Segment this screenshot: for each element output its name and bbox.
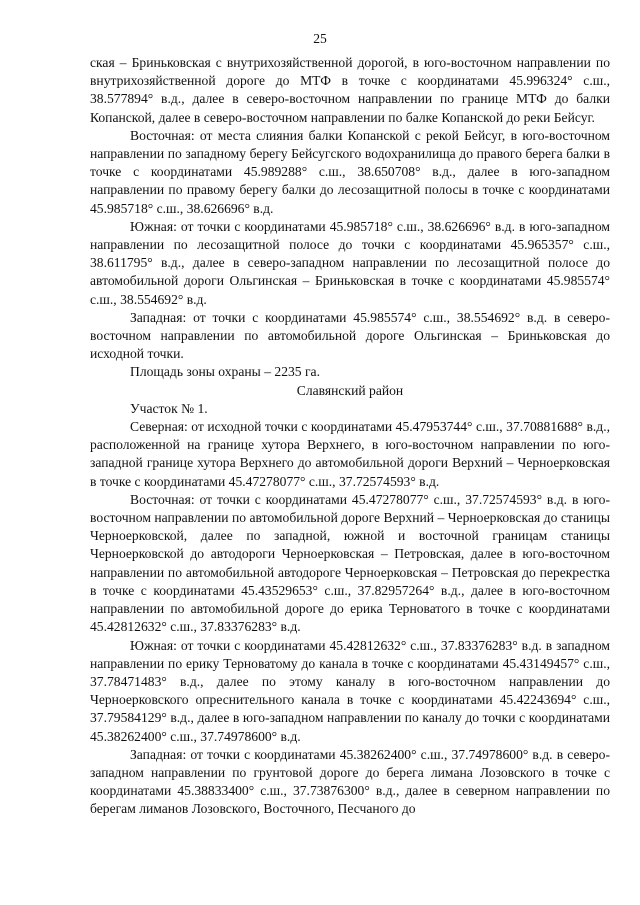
page-number: 25 [313, 31, 327, 46]
paragraph-section-eastern: Восточная: от точки с координатами 45.47278077° с.ш., 37.72574593° в.д. в юго-восточном направлении по автомобильной дороге Верхний – Черноерковская до станицы Черноерковской, далее по западной, южной и восточной границам станицы Черноерковской до автодороги Черноерковская – Петровская, далее в юго-восточном направлении по автомобильной автодороге Черноерковская – Петровская до перекрестка в точке с координатами 45.43529653° с.ш., 37.82957264° в.д., далее в юго-восточном направлении по автомобильной дороге до ерика Терноватого в точке с координатами 45.42812632° с.ш., 37.83376283° в.д. [90, 491, 610, 635]
section-title: Участок № 1. [130, 400, 208, 416]
district-heading: Славянский район [296, 382, 404, 398]
paragraph-continuation: ская – Бриньковская с внутрихозяйственной дорогой, в юго-восточном направлении по внутрихозяйственной дороге до МТФ в точке с координатами 45.996324° с.ш., 38.577894° в.д., далее в северо-восточном направлении по границе МТФ до балки Копанской, далее в северо-восточном направлении по балке Копанской до реки Бейсуг. [90, 55, 610, 125]
paragraph-section-western: Западная: от точки с координатами 45.38262400° с.ш., 37.74978600° в.д. в северо-западном направлении по грунтовой дороге до берега лимана Лозовского в точке с координатами 45.38833400° с.ш., 37.73876300° в.д., далее в северном направлении по берегам лиманов Лозовского, Восточного, Песчаного до [90, 746, 610, 817]
paragraph-eastern-boundary: Восточная: от места слияния балки Копанской с рекой Бейсуг, в юго-восточном направлении по западному берегу Бейсугского водохранилища до правого берега балки в точке с координатами 45.989288° с.ш., 38.650708° в.д., далее в юго-западном направлении по правому берегу балки до лесозащитной полосы в точке с координатами 45.985718° с.ш., 38.626696° в.д. [90, 127, 610, 216]
paragraph-western-boundary: Западная: от точки с координатами 45.985574° с.ш., 38.554692° в.д. в северо-восточном направлении по автомобильной дороге Ольгинская – Бриньковская до исходной точки. [90, 309, 610, 362]
paragraph-section-southern: Южная: от точки с координатами 45.42812632° с.ш., 37.83376283° в.д. в западном направлении по ерику Терноватому до канала в точке с координатами 45.43149457° с.ш., 37.78471483° в.д., далее по этому каналу в юго-восточном направлении до Черноерковского опреснительного канала в точке с координатами 45.42243694° с.ш., 37.79584129° в.д., далее в юго-западном направлении по каналу до точки с координатами 45.38262400° с.ш., 37.74978600° в.д. [90, 637, 610, 744]
document-body [90, 54, 610, 819]
paragraph-area: Площадь зоны охраны – 2235 га. [130, 364, 320, 380]
paragraph-section-northern: Северная: от исходной точки с координатами 45.47953744° с.ш., 37.70881688° в.д., расположенной на границе хутора Верхнего, в юго-восточном направлении по юго-западной границе хутора Верхнего до автомобильной дороги Верхний – Черноерковская в точке с координатами 45.47278077° с.ш., 37.72574593° в.д. [90, 419, 610, 489]
paragraph-southern-boundary: Южная: от точки с координатами 45.985718° с.ш., 38.626696° в.д. в юго-западном направлении по лесозащитной полосе до точки с координатами 45.965357° с.ш., 38.611795° в.д., далее в северо-западном направлении по лесозащитной полосе до автомобильной дороги Ольгинская – Бриньковская в точке с координатами 45.985574° с.ш., 38.554692° в.д. [90, 218, 610, 307]
